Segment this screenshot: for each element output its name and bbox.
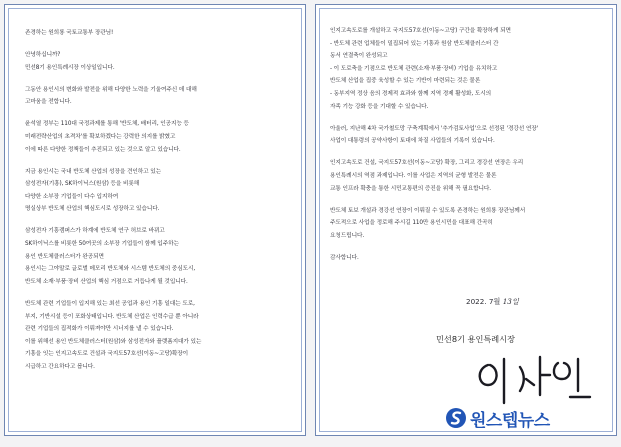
letter-line: 삼성전자 기흥캠퍼스가 하계에 반도체 연구 허브로 바뀌고 <box>25 228 165 235</box>
signature-image <box>474 351 594 411</box>
signer-title: 민선8기 용인특례시장 <box>436 334 515 344</box>
letter-line: 미래전략산업의 초격차'를 확보하겠다는 강력한 의지를 밝혔고 <box>25 133 176 140</box>
letter-line: SK하이닉스를 비롯한 50여곳의 소부장 기업들이 함께 입주하는 <box>25 241 179 248</box>
letter-line: 존경하는 원희룡 국토교통부 장관님! <box>25 30 114 36</box>
letter-line: 민선8기 용인특례시장 이상일입니다. <box>25 64 115 71</box>
letter-line: 자족 기능 강화 등을 기대할 수 있습니다. <box>330 103 429 110</box>
letter-date <box>466 297 519 307</box>
watermark-brand-text: 원스텝뉴스 <box>470 410 550 431</box>
letter-line: 아울러, 지난해 4차 국가철도망 구축계획에서 '추가검토사업'으로 선정된 '경강선 연장' <box>330 125 539 132</box>
letter-line: - 이 도로축을 기점으로 반도체 관련(소재·부품·장비) 기업을 유치하고 <box>330 65 498 72</box>
letter-line: 인지고속도로 건설, 국지도57호선(이동~고당) 확장, 그리고 경강선 연장은 우리 <box>330 160 524 167</box>
letter-line: 교통 인프라 확충을 통한 시민교통편의 증진을 위해 꼭 필요합니다. <box>330 185 492 192</box>
letter-line: 안녕하십니까? <box>25 52 61 59</box>
letter-line: 용인시는 그야말로 글로벌 메모리 반도체와 시스템 반도체의 중심도시, <box>25 266 196 273</box>
letter-line: - 반도체 관련 업체들이 밀집되어 있는 기흥과 원삼 반도체클러스터 간 <box>330 40 499 47</box>
letter-line: 삼성전자(기흥), SK하이닉스(원삼) 등을 비롯해 <box>25 181 140 188</box>
letter-line: 그동안 용인시의 변화와 발전을 위해 다양한 노력을 기울여주신 데 대해 <box>25 86 197 93</box>
letter-line: 반도체 소재·부품·장비 산업의 핵심 거점으로 거듭나게 될 것입니다. <box>25 278 188 285</box>
letter-line: 요청드립니다. <box>330 232 365 239</box>
letter-line: 다양한 소부장 기업들이 다수 입지하여 <box>25 193 119 200</box>
letter-line: 기흥을 잇는 인지고속도로 건설과 국지도57호선(이동~고당)확장이 <box>25 351 189 358</box>
letter-line: 이를 위해선 용인 반도체클러스터(원삼)와 삼성전자와 플랫폼지대가 있는 <box>25 338 202 345</box>
letter-line: 명실상부 반도체 산업의 핵심도시로 성장하고 있습니다. <box>25 206 160 213</box>
watermark-logo <box>445 405 550 431</box>
letter-line: 반도체 산업을 집중 육성할 수 있는 기반이 마련되는 것은 물론 <box>330 78 481 85</box>
letter-line: 주도적으로 사업을 정로해 주시길 110만 용인시민을 대표해 간곡히 <box>330 220 493 227</box>
letter-line: 윤석열 정부는 110대 국정과제를 통해 '반도체, 배터리, 인공지능 등 <box>25 121 189 128</box>
letter-line: 사업이 대통령의 공약사항이 토대에 차질 사업들의 기록이 있습니다. <box>330 138 495 145</box>
letter-line: 지금 용인시는 국내 반도체 산업의 성장을 견인하고 있는 <box>25 168 162 175</box>
letter-line: 용인특례시의 역점 과제입니다. 이를 사업은 지역의 균형 발전은 물론 <box>330 172 497 179</box>
date-text: 2022. 7월 <box>466 297 501 306</box>
letter-page-left <box>4 4 306 436</box>
letter-line: 부지, 기반시설 등이 포화상태입니다. 반도체 산업은 인력수급 뿐 아니라 <box>25 313 199 320</box>
letter-line: 용인 반도체클러스터가 완공되면 <box>25 253 104 260</box>
letter-line: 감사합니다. <box>330 254 359 261</box>
letter-page-right <box>315 4 617 436</box>
letter-line: 관련 기업들의 집적화가 이뤄져야만 시너지를 낼 수 있습니다. <box>25 326 174 333</box>
letter-line: 시급하고 간요하다고 봅니다. <box>25 363 95 370</box>
letter-line: 반도체 관련 기업들이 입지해 있는 최선 공업과 용인 기흥 일대는 도로, <box>25 300 195 307</box>
logo-s-icon <box>445 407 467 429</box>
letter-line: - 동부지역 정상 음의 경제적 효과와 함께 지역 경제 활성화, 도시의 <box>330 91 491 97</box>
letter-line: 이에 따른 다양한 정책들이 추진되고 있는 것으로 알고 있습니다. <box>25 146 181 153</box>
letter-line: 인지고속도로를 개설하고 국지도57호선(이동~고당) 구간을 확장하게 되면 <box>330 28 511 34</box>
letter-line: 동서 연결축이 완성되고 <box>330 53 388 60</box>
letter-line: 반도체 토보 개설과 경강선 연장이 이뤄질 수 있도록 존경하는 원희룡 장관님께서 <box>330 207 526 214</box>
letter-line: 고마움을 전합니다. <box>25 99 72 106</box>
date-day-handwritten: 13일 <box>502 297 519 306</box>
